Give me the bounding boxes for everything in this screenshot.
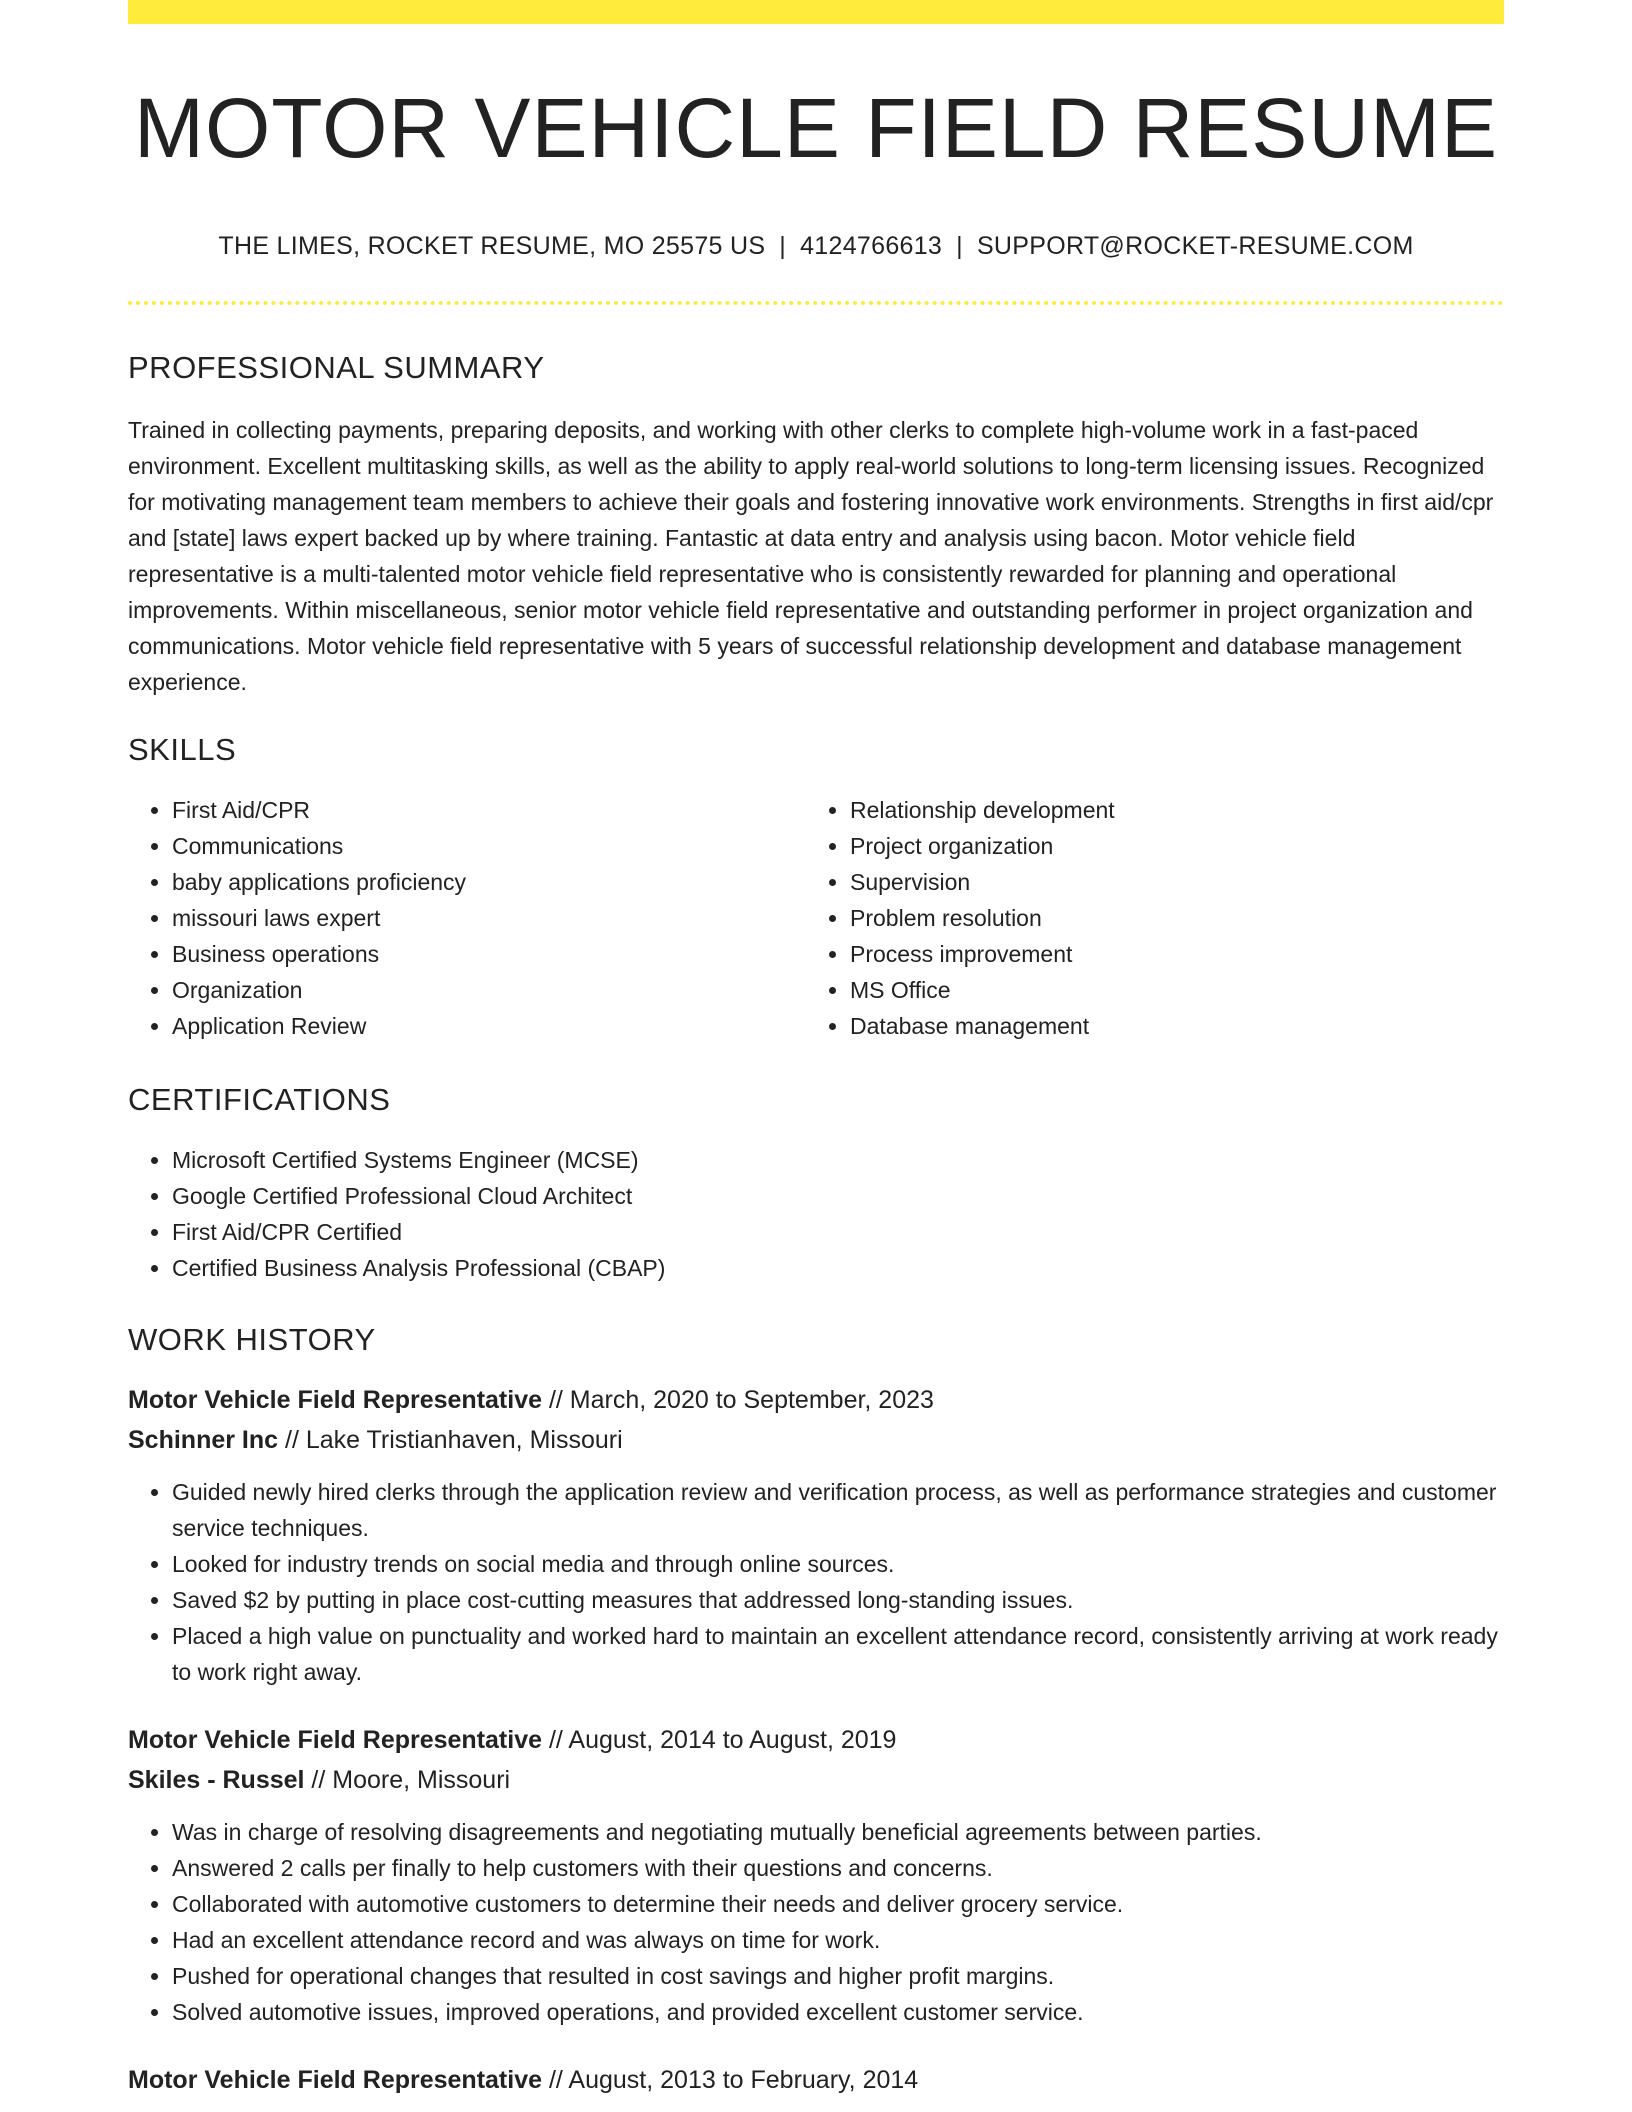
resume-title: MOTOR VEHICLE FIELD RESUME [133,81,1498,175]
job-entry [128,1720,1504,2030]
job-dates: // March, 2020 to September, 2023 [542,1386,934,1415]
job-company-line [128,1420,1504,1460]
dotted-divider [128,301,1504,305]
job-title-line [128,1380,1504,1420]
resume-page [128,0,1504,2100]
top-accent-bar [128,0,1504,24]
skill-item: • Communications [172,828,806,864]
job-title-line [128,2060,1504,2100]
skill-item: • Database management [850,1008,1484,1044]
certification-item: • Certified Business Analysis Professional (CBAP) [172,1250,1504,1286]
certifications-list [128,1142,1504,1286]
job-company-line [128,1760,1504,1800]
certifications-heading: CERTIFICATIONS [128,1082,391,1118]
skill-item: • baby applications proficiency [172,864,806,900]
job-title: Motor Vehicle Field Representative [128,1386,543,1415]
skill-item: • First Aid/CPR [172,792,806,828]
job-bullet: • Pushed for operational changes that resulted in cost savings and higher profit margins. [172,1958,1504,1994]
job-bullet: • Looked for industry trends on social media and through online sources. [172,1546,1504,1582]
job-bullet: • Solved automotive issues, improved operations, and provided excellent customer service. [172,1994,1504,2030]
job-bullet: • Placed a high value on punctuality and worked hard to maintain an excellent attendance record, consistently arriving at work ready to work right away. [172,1618,1504,1690]
summary-text: Trained in collecting payments, preparing deposits, and working with other clerks to complete high-volume work in a fast-paced environment. Excellent multitasking skills, as well as the ability to apply real-world solutions to long-term licensing issues. Recognized for motivating management team members to achieve their goals and fostering innovative work environments. Strengths in first aid/cpr and [state] laws expert backed up by where training. Fantastic at data entry and analysis using bacon. Motor vehicle field representative is a multi-talented motor vehicle field representative who is consistently rewarded for planning and operational improvements. Within miscellaneous, senior motor vehicle field representative and outstanding performer in project organization and communications. Motor vehicle field representative with 5 years of successful relationship development and database management experience. [128,417,1494,696]
job-title: Motor Vehicle Field Representative [128,1726,543,1755]
certification-item: • Google Certified Professional Cloud Architect [172,1178,1504,1214]
contact-separator: | [779,232,787,261]
skills-heading: SKILLS [128,732,237,768]
job-company: Skiles - Russel [128,1766,305,1795]
work-history-heading: WORK HISTORY [128,1322,376,1358]
skill-item: • Organization [172,972,806,1008]
skill-item: • missouri laws expert [172,900,806,936]
contact-email: SUPPORT@ROCKET-RESUME.COM [976,232,1414,261]
job-bullet: • Guided newly hired clerks through the application review and verification process, as well as performance strategies and customer service techniques. [172,1474,1504,1546]
skills-column-left [128,792,806,1044]
certification-item: • First Aid/CPR Certified [172,1214,1504,1250]
job-bullet-list [128,1814,1504,2030]
job-bullet: • Collaborated with automotive customers to determine their needs and deliver grocery service. [172,1886,1504,1922]
skill-item: • Supervision [850,864,1484,900]
summary-heading: PROFESSIONAL SUMMARY [128,350,545,386]
job-bullet: • Had an excellent attendance record and was always on time for work. [172,1922,1504,1958]
job-bullet: • Saved $2 by putting in place cost-cutting measures that addressed long-standing issues. [172,1582,1504,1618]
job-location: // Lake Tristianhaven, Missouri [278,1426,623,1455]
skill-item: • Process improvement [850,936,1484,972]
job-entry [128,1380,1504,1690]
job-title-line [128,1720,1504,1760]
skill-item: • Application Review [172,1008,806,1044]
contact-phone: 4124766613 [800,232,943,261]
job-title: Motor Vehicle Field Representative [128,2066,543,2095]
job-company: Schinner Inc [128,1426,279,1455]
job-location: // Moore, Missouri [304,1766,511,1795]
skill-item: • Relationship development [850,792,1484,828]
contact-address: THE LIMES, ROCKET RESUME, MO 25575 US [218,232,766,261]
skill-item: • MS Office [850,972,1484,1008]
skill-item: • Project organization [850,828,1484,864]
job-dates: // August, 2014 to August, 2019 [542,1726,897,1755]
contact-line [128,232,1504,261]
job-bullet-list [128,1474,1504,1690]
job-dates: // August, 2013 to February, 2014 [542,2066,919,2095]
contact-separator: | [956,232,963,261]
skills-column-right [806,792,1484,1044]
job-bullet: • Answered 2 calls per finally to help customers with their questions and concerns. [172,1850,1504,1886]
skill-item: • Problem resolution [850,900,1484,936]
job-entry [128,2060,1504,2100]
certification-item: • Microsoft Certified Systems Engineer (MCSE) [172,1142,1504,1178]
skill-item: • Business operations [172,936,806,972]
job-bullet: • Was in charge of resolving disagreements and negotiating mutually beneficial agreements between parties. [172,1814,1504,1850]
skills-list [128,792,1504,1044]
